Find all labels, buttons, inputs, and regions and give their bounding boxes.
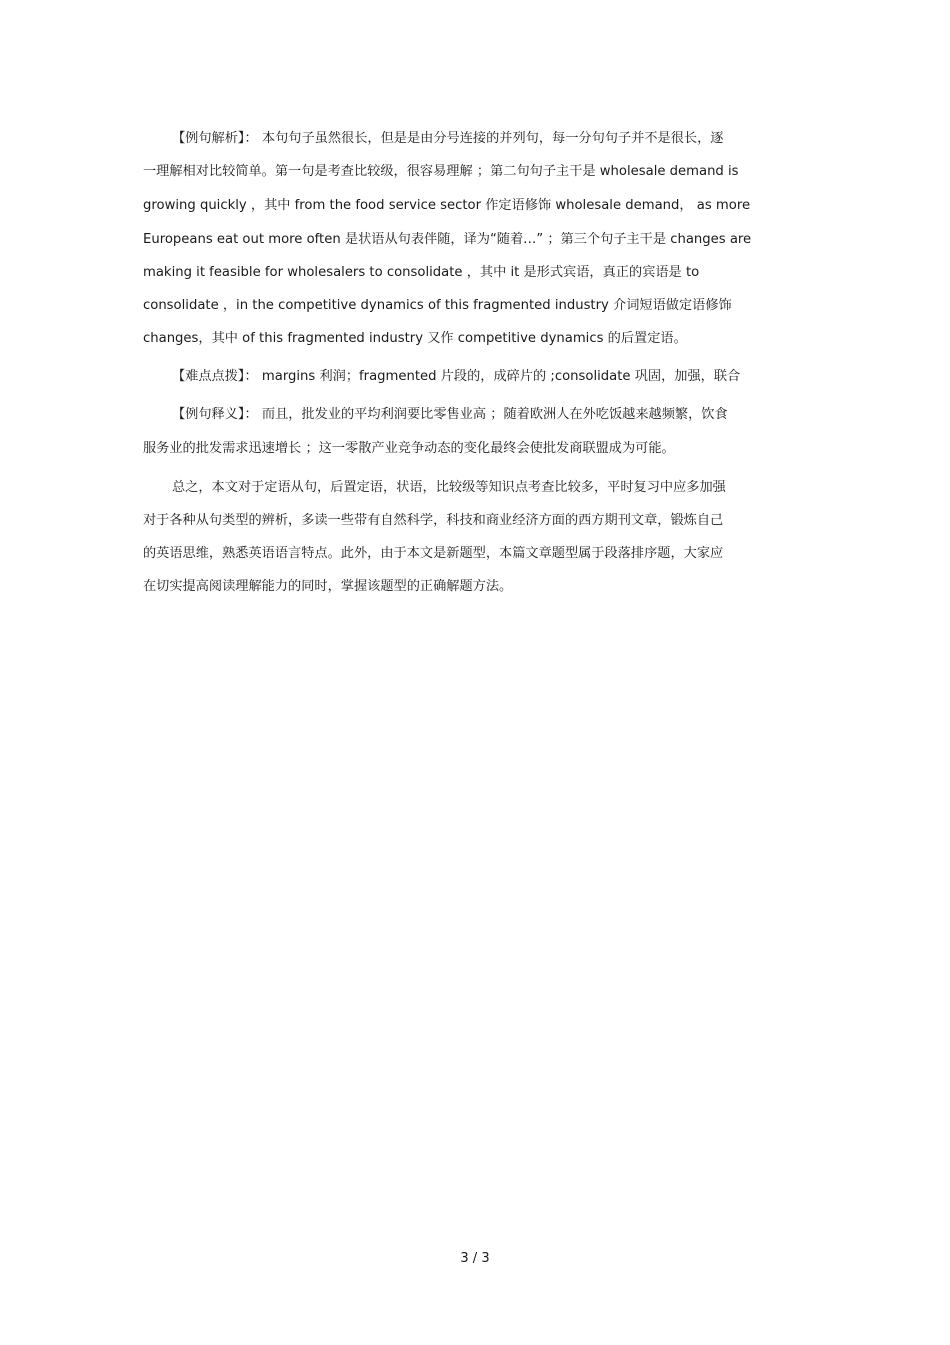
analysis-line: Europeans eat out more often 是状语从句表伴随，译为“随着…” ；第三个句子主干是 changes are — [143, 232, 752, 247]
difficulty-line: 【难点点拨】： margins 利润；fragmented 片段的，成碎片的 ;consolidate 巩固，加强，联合 — [172, 369, 741, 384]
translation-line: 【例句释义】： 而且，批发业的平均利润要比零售业高 ；随着欧洲人在外吃饭越来越频繁，饮食 — [172, 407, 728, 422]
page-number: 3 / 3 — [460, 1251, 490, 1266]
analysis-line: growing quickly ，其中 from the food service sector 作定语修饰 wholesale demand， as more — [143, 198, 751, 213]
summary-line: 在切实提高阅读理解能力的同时，掌握该题型的正确解题方法。 — [143, 579, 513, 594]
summary-line: 对于各种从句类型的辨析，多读一些带有自然科学，科技和商业经济方面的西方期刊文章，锻炼自己 — [143, 513, 724, 528]
summary-line: 总之，本文对于定语从句，后置定语，状语，比较级等知识点考查比较多，平时复习中应多加强 — [172, 480, 726, 495]
translation-line: 服务业的批发需求迅速增长 ；这一零散产业竞争动态的变化最终会使批发商联盟成为可能。 — [143, 441, 675, 456]
summary-line: 的英语思维，熟悉英语语言特点。此外，由于本文是新题型，本篇文章题型属于段落排序题，大家应 — [143, 546, 724, 561]
analysis-line: making it feasible for wholesalers to consolidate ，其中 it 是形式宾语，真正的宾语是 to — [143, 265, 700, 280]
analysis-line: 一理解相对比较简单。第一句是考查比较级，很容易理解 ；第二句句子主干是 wholesale demand is — [143, 164, 739, 179]
analysis-line: consolidate ，in the competitive dynamics of this fragmented industry 介词短语做定语修饰 — [143, 298, 732, 313]
analysis-line: 【例句解析】： 本句句子虽然很长，但是是由分号连接的并列句，每一分句句子并不是很长，逐 — [172, 131, 724, 146]
analysis-line: changes，其中 of this fragmented industry 又作 competitive dynamics 的后置定语。 — [143, 331, 687, 346]
